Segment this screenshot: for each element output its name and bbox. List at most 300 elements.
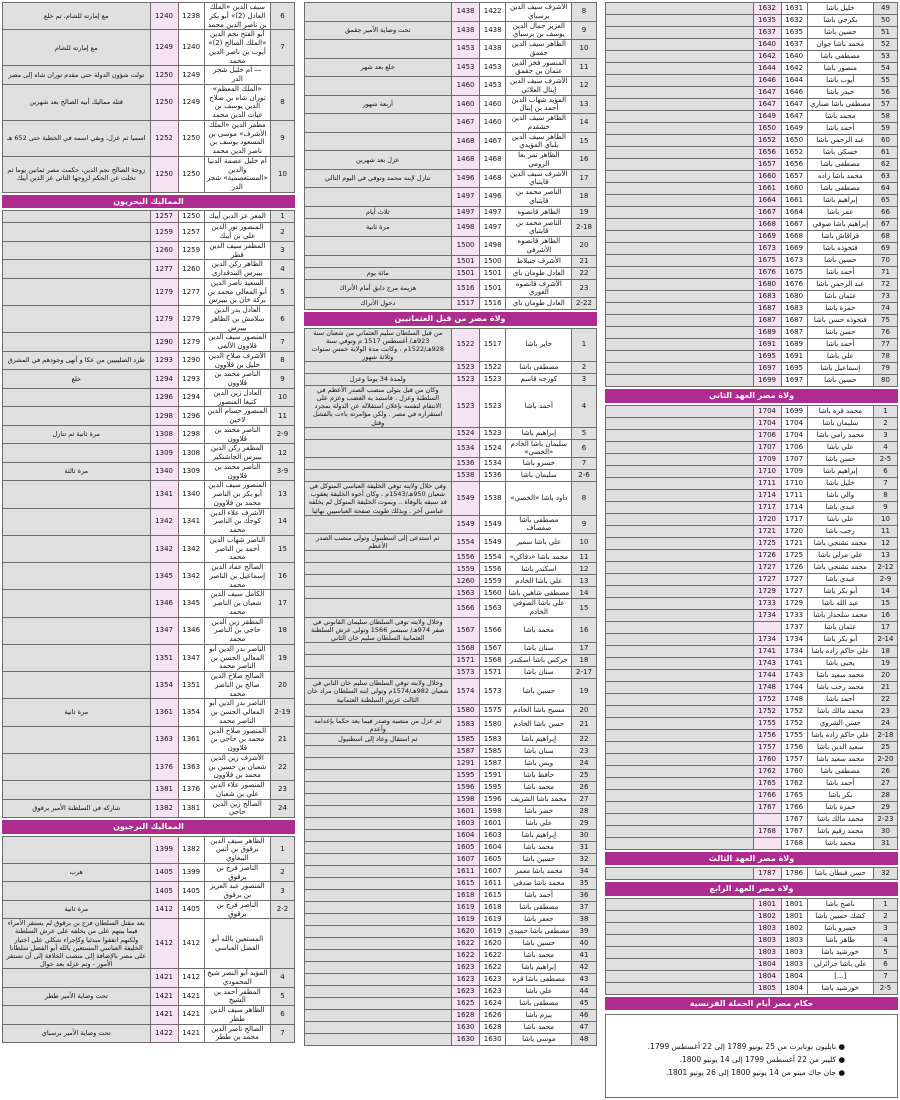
ruler-name-cell: الناصر محمد بن قلاوون: [204, 462, 270, 481]
reign-start-cell: 1721: [781, 537, 807, 549]
french-campaign-rulers-box: [605, 1014, 898, 1098]
ruler-number-cell: 21: [572, 716, 596, 733]
ruler-name-cell: علي باشا: [807, 441, 873, 453]
reign-start-cell: 1714: [781, 501, 807, 513]
reign-end-cell: 1293: [150, 351, 178, 370]
notes-cell: [3, 672, 151, 699]
middle-column: [304, 2, 597, 1047]
reign-start-cell: 1405: [178, 882, 204, 901]
notes-cell: [606, 549, 754, 561]
ruler-name-cell: محمد مالك باشا: [807, 705, 873, 717]
ruler-number-cell: 14: [572, 114, 596, 133]
ruler-number-cell: 73: [873, 291, 897, 303]
bullet-line: ● جان جاك مينو من 14 يونيو 1800 إلى 26 يونيو 1801.: [665, 1067, 845, 1077]
ruler-name-cell: ويس باشا: [506, 757, 572, 769]
ruler-row: [606, 3, 898, 15]
reign-start-cell: 1560: [480, 587, 506, 599]
ruler-row: [304, 617, 596, 642]
reign-start-cell: 1516: [480, 298, 506, 310]
ruler-row: [606, 513, 898, 525]
ruler-number-cell: 38: [572, 913, 596, 925]
reign-start-cell: 1399: [178, 863, 204, 882]
reign-start-cell: 1752: [781, 717, 807, 729]
ruler-name-cell: — أم خليل شجر الدر: [204, 66, 270, 85]
reign-start-cell: 1766: [781, 801, 807, 813]
reign-end-cell: 1668: [753, 219, 781, 231]
ruler-name-cell: الناصر فرج بن برقوق: [204, 900, 270, 919]
left-column: [605, 2, 898, 1098]
ruler-number-cell: 10: [270, 156, 294, 192]
ruler-row: [3, 120, 295, 156]
ruler-name-cell: سليمان باشا: [506, 470, 572, 482]
ruler-row: [304, 563, 596, 575]
reign-end-cell: 1637: [753, 27, 781, 39]
ruler-name-cell: حسين باشا: [506, 853, 572, 865]
ruler-number-cell: 64: [873, 183, 897, 195]
ruler-name-cell: الأشرف علاء الدين كوجك بن الناصر محمد: [204, 508, 270, 535]
ruler-number-cell: 1: [270, 211, 294, 223]
reign-start-cell: 1725: [781, 549, 807, 561]
ruler-number-cell: 17: [572, 643, 596, 655]
ruler-number-cell: 30: [873, 825, 897, 837]
ruler-row: [3, 987, 295, 1006]
ruler-number-cell: 9: [873, 501, 897, 513]
notes-cell: [3, 278, 151, 305]
reign-start-cell: 1567: [480, 643, 506, 655]
ruler-number-cell: 29: [873, 801, 897, 813]
reign-end-cell: 1711: [753, 477, 781, 489]
reign-start-cell: 1647: [781, 99, 807, 111]
ruler-number-cell: 26: [572, 781, 596, 793]
ruler-number-cell: 1: [572, 328, 596, 362]
reign-start-cell: 1630: [480, 1033, 506, 1045]
reign-start-cell: 1554: [480, 551, 506, 563]
ruler-row: [304, 757, 596, 769]
ruler-row: [606, 729, 898, 741]
reign-start-cell: 1598: [480, 805, 506, 817]
notes-cell: [606, 597, 754, 609]
reign-start-cell: 1342: [178, 535, 204, 562]
reign-start-cell: 1646: [781, 87, 807, 99]
ruler-name-cell: الصالح ناصر الدين محمد بن ططر: [204, 1024, 270, 1043]
ruler-row: [606, 537, 898, 549]
ruler-row: [606, 183, 898, 195]
reign-end-cell: 1664: [753, 195, 781, 207]
ruler-number-cell: 30: [572, 829, 596, 841]
ruler-name-cell: المنصور سيف الدين أبو بكر بن الناصر محمد بن قلاوون: [204, 481, 270, 508]
ruler-row: [606, 405, 898, 417]
reign-start-cell: 1637: [781, 39, 807, 51]
ruler-row: [304, 769, 596, 781]
reign-end-cell: 1376: [150, 753, 178, 780]
ruler-number-cell: 2-9: [270, 425, 294, 444]
rulers-table: [2, 836, 295, 1044]
reign-end-cell: 1619: [452, 901, 480, 913]
reign-start-cell: 1240: [178, 30, 204, 66]
ruler-name-cell: خليل باشا: [807, 477, 873, 489]
notes-cell: [606, 958, 754, 970]
ruler-name-cell: ناصح باشا: [807, 898, 873, 910]
ruler-name-cell: عمر باشا: [807, 207, 873, 219]
notes-cell: [304, 793, 452, 805]
notes-cell: [304, 40, 452, 59]
reign-start-cell: 1765: [781, 789, 807, 801]
ruler-name-cell: خاير باشا: [506, 328, 572, 362]
ruler-row: [606, 15, 898, 27]
notes-cell: [606, 741, 754, 753]
reign-end-cell: 1497: [452, 188, 480, 207]
reign-end-cell: 1308: [150, 425, 178, 444]
reign-end-cell: 1260: [150, 241, 178, 260]
notes-cell: [606, 465, 754, 477]
ruler-row: [304, 716, 596, 733]
notes-cell: [606, 171, 754, 183]
reign-end-cell: 1549: [452, 482, 480, 516]
ruler-name-cell: مصطفى باشا: [807, 183, 873, 195]
ruler-name-cell: سعيد الدين باشا: [807, 741, 873, 753]
ruler-name-cell: علي باشا: [506, 817, 572, 829]
ruler-number-cell: 31: [572, 841, 596, 853]
ruler-number-cell: 48: [572, 1033, 596, 1045]
reign-start-cell: 1453: [480, 77, 506, 96]
notes-cell: [606, 537, 754, 549]
ruler-name-cell: موسى باشا: [506, 1033, 572, 1045]
ruler-name-cell: عبدي باشا: [807, 573, 873, 585]
reign-end-cell: 1601: [452, 805, 480, 817]
ruler-number-cell: 5: [572, 427, 596, 439]
ruler-number-cell: 18: [270, 617, 294, 644]
ruler-number-cell: 1: [873, 898, 897, 910]
notes-cell: وخلال ولايته توفي السلطان سليمان القانوني في صفر 974هـ/ سبتمبر 1566 وتولى عرش السلطنة العثمانية السلطان سليم خان الثاني: [304, 617, 452, 642]
reign-end-cell: 1381: [150, 781, 178, 800]
ruler-number-cell: 41: [572, 949, 596, 961]
reign-start-cell: 1676: [781, 279, 807, 291]
ruler-name-cell: عبد الله باشا: [807, 597, 873, 609]
ruler-number-cell: 28: [873, 789, 897, 801]
reign-start-cell: 1726: [781, 561, 807, 573]
notes-cell: [606, 327, 754, 339]
section-header: ولاة مصر العهد الثاني: [605, 389, 898, 403]
ruler-name-cell: الظاهر تمر بغا الرومي: [506, 151, 572, 170]
reign-start-cell: 1250: [178, 211, 204, 223]
rulers-table: [304, 2, 597, 310]
ruler-number-cell: 19: [572, 206, 596, 218]
reign-start-cell: 1699: [781, 405, 807, 417]
ruler-number-cell: 71: [873, 267, 897, 279]
reign-end-cell: 1661: [753, 183, 781, 195]
reign-end-cell: [753, 837, 781, 849]
ruler-number-cell: 28: [572, 805, 596, 817]
notes-cell: [3, 388, 151, 407]
ruler-row: [606, 219, 898, 231]
ruler-row: [304, 482, 596, 516]
reign-end-cell: 1647: [753, 99, 781, 111]
ruler-name-cell: قراقاش باشا: [807, 231, 873, 243]
notes-cell: [606, 417, 754, 429]
ruler-row: [606, 465, 898, 477]
notes-cell: [606, 87, 754, 99]
reign-start-cell: 1361: [178, 726, 204, 753]
reign-start-cell: 1695: [781, 363, 807, 375]
ruler-name-cell: علي حاكم زاده باشا: [807, 645, 873, 657]
reign-end-cell: 1699: [753, 375, 781, 387]
rulers-table: [605, 2, 898, 387]
reign-start-cell: 1421: [178, 1024, 204, 1043]
reign-end-cell: 1704: [753, 417, 781, 429]
ruler-row: [304, 362, 596, 374]
ruler-name-cell: عبدي باشا: [807, 501, 873, 513]
notes-cell: وكان من قبل يتولى منصب الصدر الأعظم في السلطنة وعزل ، فاستبد به الغضب وعزم على الانتقام لنفسه بإعلان استقلاله عن الدولة بمجرد استقراره في مصر . ولكن مؤامرته باءت بالفشل وقتل: [304, 386, 452, 428]
section-header: حكام مصر أيام الحملة الفرنسية: [605, 997, 898, 1011]
ruler-row: [3, 481, 295, 508]
ruler-name-cell: علي باشا الخادم: [506, 575, 572, 587]
reign-end-cell: 1240: [150, 3, 178, 30]
ruler-number-cell: 19: [873, 657, 897, 669]
ruler-name-cell: خسرو باشا: [807, 922, 873, 934]
ruler-number-cell: 42: [572, 961, 596, 973]
reign-end-cell: 1250: [150, 66, 178, 85]
ruler-name-cell: المنصور عبد العزيز بن برقوق: [204, 882, 270, 901]
ruler-row: [304, 587, 596, 599]
ruler-row: [606, 922, 898, 934]
reign-start-cell: 1524: [480, 439, 506, 458]
ruler-row: [606, 417, 898, 429]
ruler-name-cell: إبراهيم باشا: [506, 961, 572, 973]
ruler-name-cell: مصطفى باشا قره: [506, 973, 572, 985]
ruler-name-cell: المنصور صلاح الدين محمد بن حاجي بن قلاوون: [204, 726, 270, 753]
ruler-row: [606, 363, 898, 375]
ruler-number-cell: 3: [270, 882, 294, 901]
ruler-name-cell: سنان باشا: [506, 643, 572, 655]
notes-cell: [606, 27, 754, 39]
ruler-number-cell: 27: [873, 777, 897, 789]
ruler-row: [606, 243, 898, 255]
notes-cell: [304, 889, 452, 901]
ruler-name-cell: قتخوذه باشا: [807, 243, 873, 255]
notes-cell: [3, 444, 151, 463]
notes-cell: من قبل السلطان سليم العثماني من شعبان سنة 923هـ/ أغسطس 1517 م وتوفي سنة 928هـ/1522م ، وكانت مدة الولاية خمس سنوات وثلاثة شهور: [304, 328, 452, 362]
ruler-row: [606, 898, 898, 910]
notes-cell: [304, 841, 452, 853]
reign-start-cell: 1767: [781, 813, 807, 825]
ruler-number-cell: 16: [873, 609, 897, 621]
ruler-row: [3, 425, 295, 444]
reign-start-cell: 1501: [480, 279, 506, 298]
reign-start-cell: 1603: [480, 829, 506, 841]
ruler-name-cell: علي حاكم زاده باشا: [807, 729, 873, 741]
notes-cell: [606, 753, 754, 765]
reign-end-cell: 1399: [150, 836, 178, 863]
notes-cell: وفي خلال ولايته توفي الخليفة العباسي المتوكل في شعبان 950هـ/1543م ، وكان أخوه الخليفة يعقوب قد سبقه بالوفاة .. وبموت الخليفة المتوكل لم يخلفه عباسي آخر . وبذلك طويت صفحة العباسيين نهائيا: [304, 482, 452, 516]
ruler-row: [606, 501, 898, 513]
notes-cell: [606, 693, 754, 705]
ruler-name-cell: عثمان باشا: [807, 621, 873, 633]
ruler-name-cell: [...]: [807, 970, 873, 982]
ruler-name-cell: عبد الرحمن باشا: [807, 279, 873, 291]
notes-cell: [304, 901, 452, 913]
reign-end-cell: 1363: [150, 726, 178, 753]
reign-end-cell: 1615: [452, 877, 480, 889]
ruler-number-cell: 2-5: [873, 453, 897, 465]
ruler-row: [3, 462, 295, 481]
ruler-name-cell: أبو بكر باشا: [807, 633, 873, 645]
ruler-row: [606, 657, 898, 669]
reign-start-cell: 1727: [781, 573, 807, 585]
ruler-name-cell: أيوب باشا: [807, 75, 873, 87]
ruler-row: [304, 279, 596, 298]
reign-end-cell: 1345: [150, 563, 178, 590]
notes-cell: مرة ثانية: [304, 218, 452, 237]
ruler-name-cell: الظاهر سيف الدين خشقدم: [506, 114, 572, 133]
ruler-number-cell: 2: [873, 417, 897, 429]
ruler-row: [3, 882, 295, 901]
notes-cell: [304, 362, 452, 374]
notes-cell: [304, 563, 452, 575]
notes-cell: مع إمارته للشام، ثم خلع: [3, 3, 151, 30]
ruler-row: [304, 643, 596, 655]
ruler-row: [304, 151, 596, 170]
ruler-number-cell: 3-9: [270, 462, 294, 481]
ruler-name-cell: إبراهيم باشا: [506, 733, 572, 745]
ruler-number-cell: 21: [873, 681, 897, 693]
reign-end-cell: 1596: [452, 781, 480, 793]
notes-cell: [3, 590, 151, 617]
ruler-name-cell: محمد باشا: [807, 111, 873, 123]
ruler-row: [304, 679, 596, 704]
ruler-number-cell: 21: [270, 726, 294, 753]
reign-end-cell: 1649: [753, 111, 781, 123]
ruler-row: [304, 655, 596, 667]
notes-cell: [606, 207, 754, 219]
reign-start-cell: 1649: [781, 123, 807, 135]
notes-cell: [606, 453, 754, 465]
ruler-row: [606, 609, 898, 621]
ruler-row: [304, 40, 596, 59]
notes-cell: [3, 481, 151, 508]
ruler-name-cell: الناصر محمد بن قلاوون: [204, 370, 270, 389]
reign-end-cell: 1340: [150, 462, 178, 481]
reign-start-cell: 1727: [781, 585, 807, 597]
reign-start-cell: 1618: [480, 901, 506, 913]
ruler-number-cell: 2-12: [873, 561, 897, 573]
ruler-number-cell: 49: [873, 3, 897, 15]
reign-end-cell: 1566: [452, 599, 480, 618]
ruler-name-cell: طاهر باشا: [807, 934, 873, 946]
reign-start-cell: 1460: [480, 114, 506, 133]
ruler-row: [606, 453, 898, 465]
notes-cell: طرد الصليبيين من عكا و أنهى وجودهم في المشرق: [3, 351, 151, 370]
reign-start-cell: 1803: [781, 946, 807, 958]
reign-start-cell: 1257: [178, 223, 204, 242]
reign-start-cell: 1704: [781, 429, 807, 441]
ruler-row: [3, 211, 295, 223]
ruler-row: [304, 667, 596, 679]
notes-cell: [606, 837, 754, 849]
ruler-name-cell: خورشيد باشا: [807, 946, 873, 958]
ruler-row: [606, 63, 898, 75]
ruler-number-cell: 11: [873, 525, 897, 537]
notes-cell: [304, 458, 452, 470]
notes-cell: [304, 77, 452, 96]
ruler-name-cell: سليمان باشا الخادم «الخصي»: [506, 439, 572, 458]
ruler-name-cell: الأشرف سيف الدين قايتباي: [506, 169, 572, 188]
notes-cell: [606, 922, 754, 934]
ruler-row: [606, 99, 898, 111]
section-header: ولاة مصر العهد الثالث: [605, 852, 898, 866]
notes-cell: [304, 439, 452, 458]
ruler-number-cell: 5: [270, 278, 294, 305]
ruler-number-cell: 18: [873, 645, 897, 657]
ruler-name-cell: أحمد باشا: [807, 267, 873, 279]
reign-end-cell: 1382: [150, 799, 178, 818]
reign-start-cell: 1626: [480, 1009, 506, 1021]
ruler-number-cell: 24: [572, 757, 596, 769]
ruler-row: [606, 351, 898, 363]
reign-end-cell: 1405: [150, 863, 178, 882]
reign-start-cell: 1345: [178, 590, 204, 617]
ruler-number-cell: 24: [873, 717, 897, 729]
ruler-row: [304, 439, 596, 458]
notes-cell: [606, 681, 754, 693]
reign-start-cell: 1631: [781, 3, 807, 15]
ruler-number-cell: 9: [270, 120, 294, 156]
reign-start-cell: 1669: [781, 243, 807, 255]
ruler-number-cell: 3: [572, 374, 596, 386]
section-header: المماليك البرجيون: [2, 820, 295, 834]
ruler-row: [606, 946, 898, 958]
ruler-name-cell: الصالح زين الدين حاجي: [204, 799, 270, 818]
ruler-row: [606, 51, 898, 63]
reign-end-cell: 1351: [150, 644, 178, 671]
ruler-name-cell: مظفر الدين «الملك الأشرف» موسى بن المسعود يوسف بن ناصر الدين محمد: [204, 120, 270, 156]
ruler-name-cell: المنصور فخر الدين عثمان بن جقمق: [506, 58, 572, 77]
notes-cell: [606, 717, 754, 729]
ruler-row: [304, 901, 596, 913]
ruler-row: [606, 982, 898, 994]
ruler-number-cell: 54: [873, 63, 897, 75]
notes-cell: تولت شؤون الدولة حتى مقدم توران شاه إلى مصر: [3, 66, 151, 85]
ruler-row: [3, 333, 295, 352]
reign-start-cell: 1238: [178, 3, 204, 30]
reign-start-cell: 1405: [178, 900, 204, 919]
reign-end-cell: 1583: [452, 716, 480, 733]
ruler-row: [606, 441, 898, 453]
reign-start-cell: 1460: [480, 95, 506, 114]
notes-cell: مرة ثانية ثم تنازل: [3, 425, 151, 444]
reign-start-cell: 1496: [480, 188, 506, 207]
ruler-name-cell: أحمد باشا: [807, 339, 873, 351]
reign-end-cell: 1460: [452, 95, 480, 114]
reign-start-cell: 1605: [480, 853, 506, 865]
reign-end-cell: 1523: [452, 362, 480, 374]
ruler-row: [304, 58, 596, 77]
reign-end-cell: 1766: [753, 789, 781, 801]
reign-end-cell: 1756: [753, 729, 781, 741]
ruler-name-cell: علي باشا: [807, 513, 873, 525]
reign-start-cell: 1575: [480, 704, 506, 716]
ruler-number-cell: 2-20: [873, 753, 897, 765]
reign-end-cell: 1538: [452, 470, 480, 482]
ruler-name-cell: عثمان باشا: [807, 291, 873, 303]
reign-end-cell: 1765: [753, 777, 781, 789]
ruler-row: [606, 75, 898, 87]
notes-cell: [304, 188, 452, 207]
rulers-table: [605, 405, 898, 850]
ruler-row: [3, 388, 295, 407]
reign-start-cell: 1559: [480, 575, 506, 587]
reign-end-cell: [753, 813, 781, 825]
reign-end-cell: 1559: [452, 563, 480, 575]
